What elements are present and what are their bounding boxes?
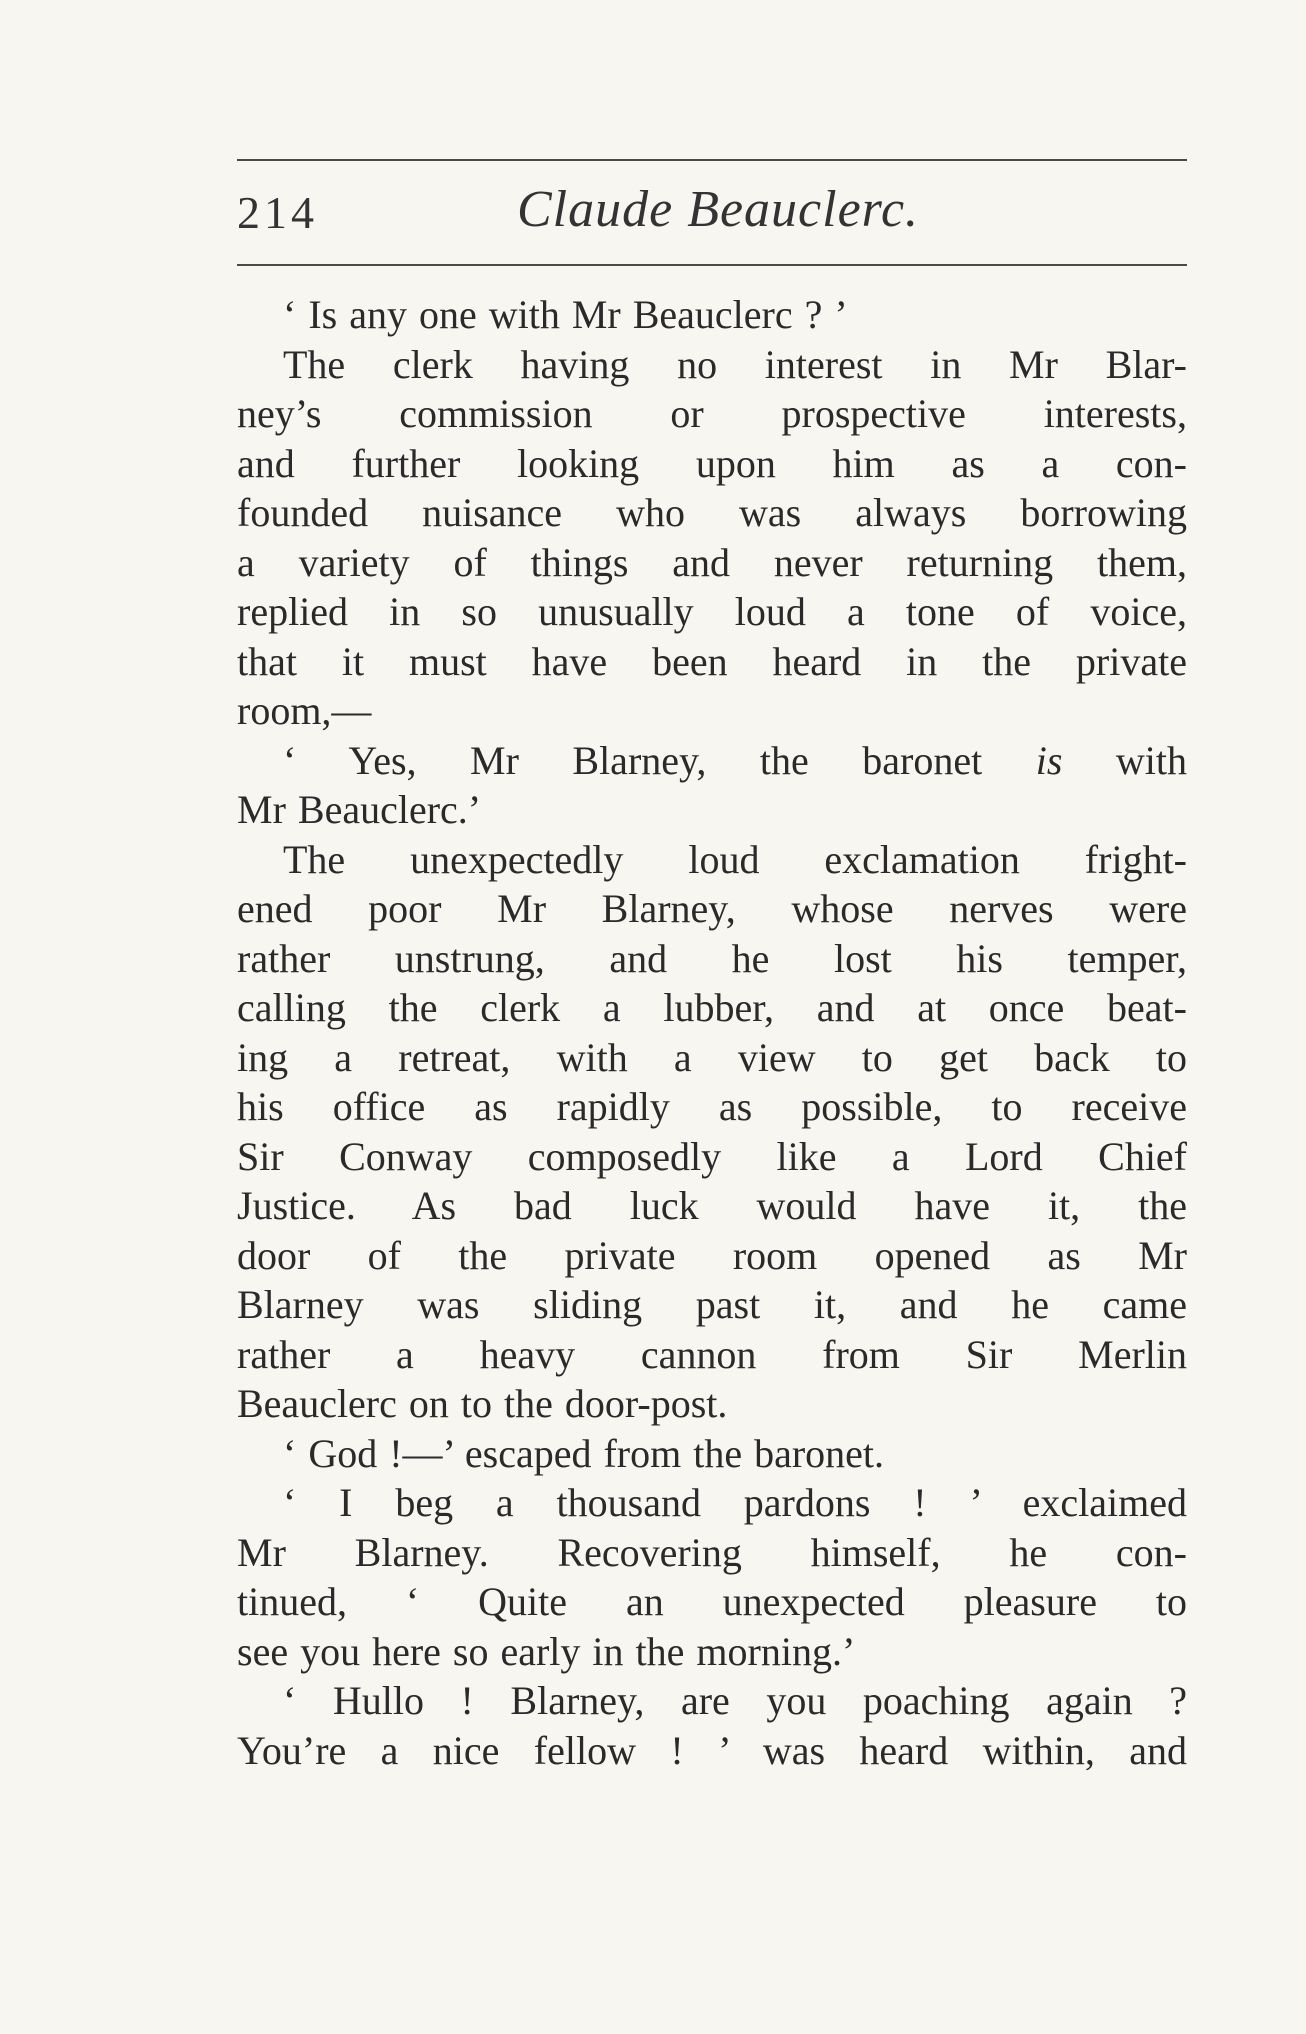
text-line: tinued, ‘ Quite an unexpected pleasure to — [237, 1579, 1187, 1624]
text-line: room,— — [237, 688, 372, 733]
text-line: ney’s commission or prospective interests, — [237, 391, 1187, 436]
text-line: ‘ Is any one with Mr Beauclerc ? ’ — [283, 292, 848, 337]
text-line: Beauclerc on to the door-post. — [237, 1381, 728, 1426]
text-line: calling the clerk a lubber, and at once beat- — [237, 985, 1187, 1030]
text-line: that it must have been heard in the private — [237, 638, 1187, 684]
italic-emphasis: is — [1035, 737, 1063, 783]
text-line: Justice. As bad luck would have it, the — [237, 1183, 1187, 1228]
text-line: Blarney was sliding past it, and he came — [237, 1282, 1187, 1327]
text-line: You’re a nice fellow ! ’ was heard within, and — [237, 1727, 1187, 1773]
running-title: Claude Beauclerc. — [517, 181, 920, 238]
text-line: Mr Blarney. Recovering himself, he con- — [237, 1529, 1187, 1575]
text-line: his office as rapidly as possible, to receive — [237, 1084, 1187, 1129]
text-line-segment: ‘ Yes, Mr Blarney, the baronet — [283, 737, 1036, 783]
text-line: see you here so early in the morning.’ — [237, 1628, 856, 1674]
text-line: ened poor Mr Blarney, whose nerves were — [237, 886, 1187, 931]
text-line: founded nuisance who was always borrowing — [237, 490, 1187, 535]
text-line: ‘ I beg a thousand pardons ! ’ exclaimed — [283, 1480, 1187, 1525]
text-line: Sir Conway composedly like a Lord Chief — [237, 1133, 1187, 1179]
text-line: and further looking upon him as a con- — [237, 440, 1187, 486]
text-line: replied in so unusually loud a tone of voice, — [237, 589, 1187, 634]
text-line: ing a retreat, with a view to get back to — [237, 1034, 1187, 1080]
body-text — [237, 290, 1187, 1775]
text-line — [237, 736, 1187, 786]
page-header — [237, 180, 1187, 250]
header-rule-bottom — [237, 264, 1187, 266]
text-line: The clerk having no interest in Mr Blar- — [283, 341, 1187, 387]
header-rule-top — [237, 159, 1187, 161]
text-line: rather unstrung, and he lost his temper, — [237, 935, 1187, 981]
text-line: Mr Beauclerc.’ — [237, 787, 482, 832]
text-line: rather a heavy cannon from Sir Merlin — [237, 1331, 1187, 1377]
text-line: door of the private room opened as Mr — [237, 1232, 1187, 1278]
text-line-segment: with — [1062, 737, 1187, 783]
text-line: The unexpectedly loud exclamation fright- — [283, 836, 1187, 882]
page-number: 214 — [237, 187, 318, 238]
text-line: a variety of things and never returning them, — [237, 539, 1187, 585]
text-line: ‘ God !—’ escaped from the baronet. — [283, 1430, 885, 1476]
text-line: ‘ Hullo ! Blarney, are you poaching again ? — [283, 1678, 1187, 1723]
